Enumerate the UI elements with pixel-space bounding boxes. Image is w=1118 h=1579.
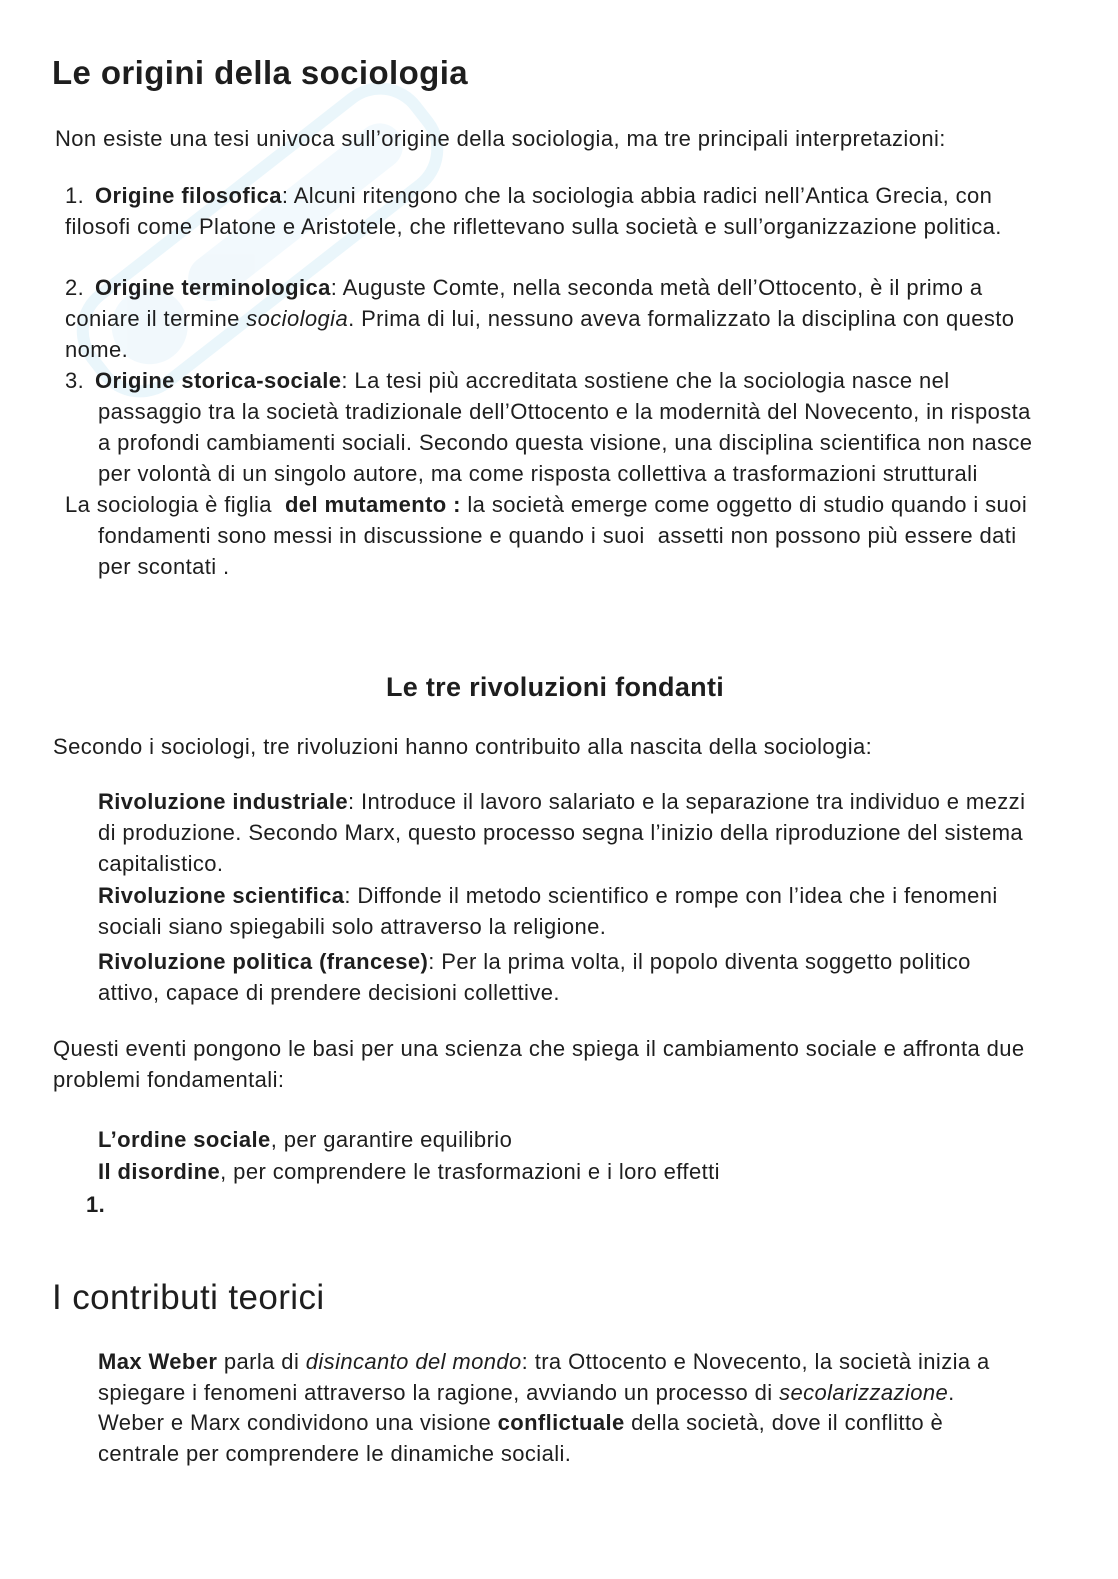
list-number: 1. — [65, 183, 85, 208]
contributions-heading: I contributi teorici — [52, 1278, 325, 1317]
mutation-emphasis: del mutamento : — [284, 492, 461, 517]
revolution-label: Rivoluzione scientifica — [98, 883, 345, 908]
problem-label: L’ordine sociale — [98, 1127, 271, 1152]
list-number: 2. — [65, 275, 85, 300]
revolutions-intro: Secondo i sociologi, tre rivoluzioni hanno contribuito alla nascita della sociologia: — [53, 734, 873, 759]
origin-label: Origine storica-sociale — [95, 368, 342, 393]
revolution-political — [98, 946, 971, 1008]
origin-label: Origine terminologica — [95, 275, 331, 300]
problem-label: Il disordine — [98, 1159, 221, 1184]
page-title: Le origini della sociologia — [52, 54, 469, 91]
weber-paragraph — [98, 1346, 990, 1408]
origin-term: sociologia — [246, 306, 349, 331]
revolution-label: Rivoluzione politica (francese) — [98, 949, 429, 974]
revolution-text: : Diffonde il metodo scientifico e rompe con l’idea che i fenomeni sociali siano spiegabili solo attraverso la religione. — [98, 883, 998, 939]
mutation-text: la società emerge come oggetto di studio quando i suoi fondamenti sono messi in discussione e quando i suoi assetti non possono più essere dati per scontati . — [98, 492, 1028, 579]
marx-weber-paragraph — [98, 1407, 943, 1469]
weber-concept: disincanto del mondo — [305, 1349, 522, 1374]
origin-item-terminological — [65, 272, 1014, 365]
marx-emphasis: conflictuale — [497, 1410, 625, 1435]
problem-text: , per comprendere le trasformazioni e i loro effetti — [220, 1159, 720, 1184]
revolutions-heading: Le tre rivoluzioni fondanti — [385, 672, 725, 702]
revolution-text: : Per la prima volta, il popolo diventa soggetto politico attivo, capace di prendere decisioni collettive. — [98, 949, 971, 1005]
origin-text: : Auguste Comte, nella seconda metà dell’Ottocento, è il primo a coniare il termine — [65, 275, 983, 331]
weber-text: parla di — [217, 1349, 306, 1374]
origin-label: Origine filosofica — [95, 183, 282, 208]
weber-text: : tra Ottocento e Novecento, la società inizia a spiegare i fenomeni attraverso la ragione, avviando un processo di — [98, 1349, 990, 1405]
problem-order — [98, 1124, 512, 1155]
stray-list-number: 1. — [86, 1192, 106, 1217]
weber-name: Max Weber — [98, 1349, 218, 1374]
origin-text: : La tesi più accreditata sostiene che la sociologia nasce nel passaggio tra la società tradizionale dell’Ottocento e la modernità del Novecento, in risposta a profondi cambiamenti sociali. Secondo questa visione, una disciplina scientifica non nasce per volontà di un singolo autore, ma come risposta collettiva a trasformazioni strutturali — [98, 368, 1033, 486]
consequences-paragraph: Questi eventi pongono le basi per una scienza che spiega il cambiamento sociale e affronta due problemi fondamentali: — [53, 1036, 1025, 1092]
origins-intro: Non esiste una tesi univoca sull’origine della sociologia, ma tre principali interpretazioni: — [55, 126, 946, 151]
list-number: 3. — [65, 368, 85, 393]
mutation-text: La sociologia è figlia — [65, 492, 285, 517]
problem-disorder — [98, 1156, 720, 1187]
weber-process: secolarizzazione — [779, 1380, 949, 1405]
revolution-industrial — [98, 786, 1025, 879]
weber-text: . — [948, 1380, 955, 1405]
origin-item-philosophical — [65, 180, 1002, 242]
mutation-paragraph — [65, 489, 1027, 582]
origin-item-historical-social — [65, 365, 1032, 489]
marx-text: Weber e Marx condividono una visione — [98, 1410, 498, 1435]
revolution-scientific — [98, 880, 998, 942]
revolution-label: Rivoluzione industriale — [98, 789, 349, 814]
origin-text: . Prima di lui, nessuno aveva formalizzato la disciplina con questo nome. — [65, 306, 1015, 362]
origin-text: : Alcuni ritengono che la sociologia abbia radici nell’Antica Grecia, con filosofi come Platone e Aristotele, che riflettevano sulla società e sull’organizzazione politica. — [65, 183, 1002, 239]
revolution-text: : Introduce il lavoro salariato e la separazione tra individuo e mezzi di produzione. Secondo Marx, questo processo segna l’inizio della riproduzione del sistema capitalistico. — [98, 789, 1026, 876]
marx-text: della società, dove il conflitto è centrale per comprendere le dinamiche sociali. — [98, 1410, 944, 1466]
problem-text: , per garantire equilibrio — [270, 1127, 513, 1152]
